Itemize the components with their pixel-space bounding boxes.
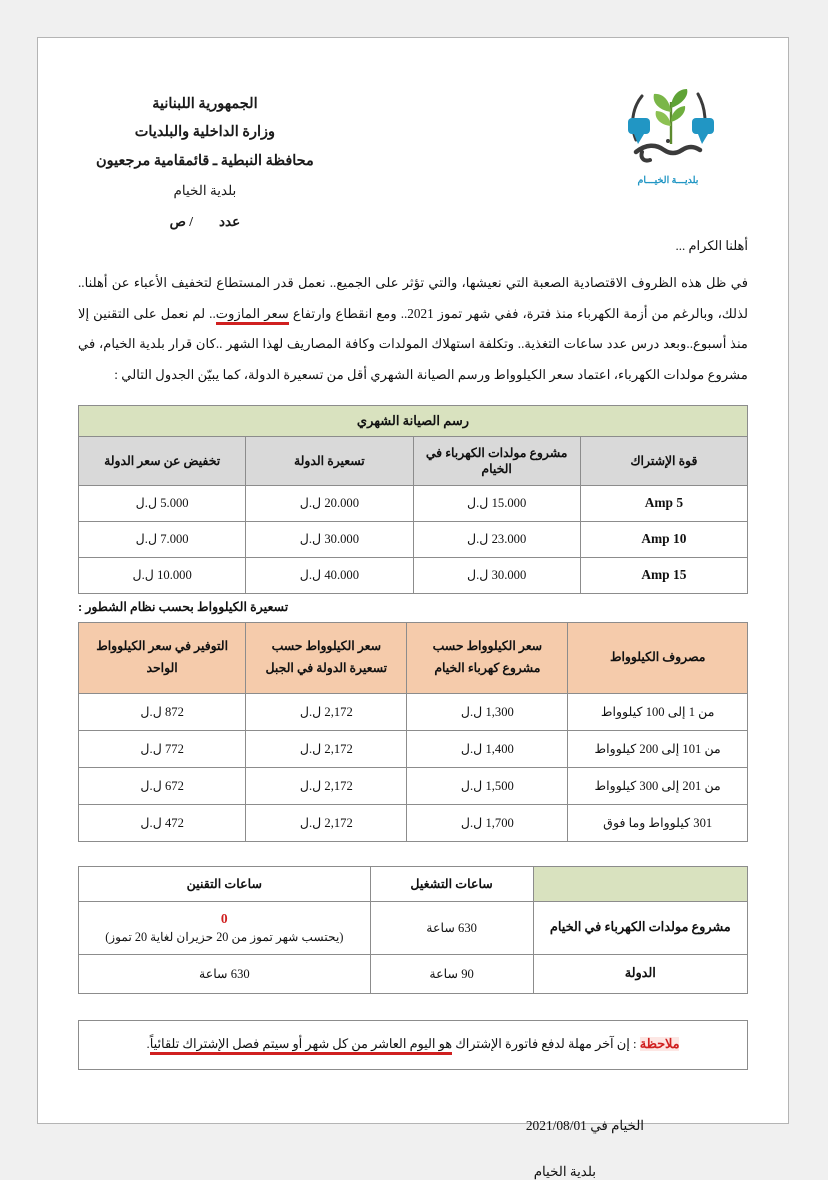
- table2-cell-consumption: 301 كيلوواط وما فوق: [568, 804, 748, 841]
- table3-header-rationing: ساعات التقنين: [79, 866, 371, 901]
- paragraph-segment-2: .. لم نعمل على التقنين إلا منذ أسبوع..وبعد درس عدد ساعات التغذية.. وتكلفة استهلاك المولدات وكافة المصاريف لهذا الشهر ..كان قرار بلدية الخيام، في مشروع مولدات الكهرباء، اعتماد سعر الكيلوواط ورسم الصيانة الشهري أقل من تسعيرة الدولة، كما يبيّن الجدول التالي :: [78, 305, 748, 382]
- table1-header-discount: تخفيض عن سعر الدولة: [79, 436, 246, 485]
- logo-graphic: [612, 82, 730, 174]
- table1-header-row: [79, 436, 748, 485]
- table-row: [79, 485, 748, 521]
- table2-cell-consumption: من 101 إلى 200 كيلوواط: [568, 730, 748, 767]
- table1-cell-amp: 10 Amp: [580, 521, 747, 557]
- table-row: [79, 730, 748, 767]
- table3-label-project: مشروع مولدات الكهرباء في الخيام: [533, 901, 747, 954]
- table1-cell-discount: 10.000 ل.ل: [79, 557, 246, 593]
- table-row: [79, 521, 748, 557]
- table3-header-empty: [533, 866, 747, 901]
- paragraph-underlined-term: سعر المازوت: [216, 306, 289, 325]
- rationing-zero-value: 0: [220, 910, 228, 926]
- header-reference-line: [96, 206, 314, 238]
- table1-cell-state: 30.000 ل.ل: [246, 521, 413, 557]
- table1-cell-project: 30.000 ل.ل: [413, 557, 580, 593]
- operating-rationing-hours-table: [78, 866, 748, 994]
- note-text-before: إن آخر مهلة لدفع فاتورة الإشتراك: [452, 1036, 630, 1051]
- header-ministry-line: وزارة الداخلية والبلديات: [134, 124, 276, 141]
- table2-header-consumption: مصروف الكيلوواط: [568, 622, 748, 693]
- table1-cell-amp: 5 Amp: [580, 485, 747, 521]
- municipality-logo: [612, 82, 730, 186]
- document-page: [37, 37, 789, 1179]
- letter-body: [78, 232, 748, 391]
- table3-operating-state: 90 ساعة: [370, 954, 533, 993]
- reference-value: / ص: [169, 213, 194, 229]
- monthly-maintenance-fee-table: [78, 405, 748, 594]
- table3-rationing-state: 630 ساعة: [79, 954, 371, 993]
- table3-label-state: الدولة: [533, 954, 747, 993]
- table2-cell-saving: 772 ل.ل: [79, 730, 246, 767]
- table2-header-saving: التوفير في سعر الكيلوواط الواحد: [79, 622, 246, 693]
- table2-cell-consumption: من 201 إلى 300 كيلوواط: [568, 767, 748, 804]
- header-republic-line: الجمهورية اللبنانية: [152, 96, 258, 112]
- table2-cell-state-price: 2,172 ل.ل: [246, 693, 407, 730]
- table2-cell-state-price: 2,172 ل.ل: [246, 730, 407, 767]
- table1-cell-discount: 7.000 ل.ل: [79, 521, 246, 557]
- document-footer: [78, 1118, 748, 1180]
- table3-header-operating: ساعات التشغيل: [370, 866, 533, 901]
- table1-header-subscription: قوة الإشتراك: [580, 436, 747, 485]
- footer-date: الخيام في 2021/08/01: [525, 1117, 644, 1133]
- table-row: [79, 954, 748, 993]
- table-row: [79, 804, 748, 841]
- note-text-underlined: هو اليوم العاشر من كل شهر أو سيتم فصل الإشتراك تلقائياً: [150, 1037, 452, 1055]
- note-box: [78, 1020, 748, 1070]
- rationing-note: (يحتسب شهر تموز من 20 حزيران لغاية 20 تموز): [105, 929, 344, 944]
- kilowatt-tier-caption: تسعيرة الكيلوواط بحسب نظام الشطور :: [78, 599, 289, 614]
- table1-cell-discount: 5.000 ل.ل: [79, 485, 246, 521]
- table1-header-project: مشروع مولدات الكهرباء في الخيام: [413, 436, 580, 485]
- table2-cell-saving: 472 ل.ل: [79, 804, 246, 841]
- table2-cell-project-price: 1,400 ل.ل: [407, 730, 568, 767]
- table2-cell-saving: 672 ل.ل: [79, 767, 246, 804]
- note-separator: :: [629, 1036, 640, 1051]
- table1-title: رسم الصيانة الشهري: [79, 405, 748, 436]
- table1-title-row: [79, 405, 748, 436]
- table2-cell-project-price: 1,700 ل.ل: [407, 804, 568, 841]
- table-row: [79, 901, 748, 954]
- header-governorate-line: محافظة النبطية ـ قائمقامية مرجعيون: [96, 152, 314, 169]
- header-municipality-line: بلدية الخيام: [173, 182, 237, 198]
- table1-cell-project: 23.000 ل.ل: [413, 521, 580, 557]
- table2-cell-consumption: من 1 إلى 100 كيلوواط: [568, 693, 748, 730]
- page-content: [38, 38, 788, 1179]
- table1-header-state: تسعيرة الدولة: [246, 436, 413, 485]
- table2-cell-state-price: 2,172 ل.ل: [246, 767, 407, 804]
- note-label: ملاحظة: [639, 1036, 680, 1051]
- table2-header-row: [79, 622, 748, 693]
- table3-rationing-project: [79, 901, 371, 954]
- letter-paragraph: [78, 268, 748, 391]
- document-header: [78, 64, 748, 232]
- table2-header-project-price: سعر الكيلوواط حسب مشروع كهرباء الخيام: [407, 622, 568, 693]
- table1-cell-state: 40.000 ل.ل: [246, 557, 413, 593]
- table2-cell-state-price: 2,172 ل.ل: [246, 804, 407, 841]
- table3-header-row: [79, 866, 748, 901]
- table-row: [79, 693, 748, 730]
- header-authority-block: [78, 64, 314, 238]
- table1-cell-amp: 15 Amp: [580, 557, 747, 593]
- letter-greeting: أهلنا الكرام ...: [675, 238, 748, 253]
- note-text-after: .: [146, 1036, 150, 1051]
- logo-caption: بلديـــة الخيـــام: [637, 176, 699, 186]
- table3-operating-project: 630 ساعة: [370, 901, 533, 954]
- table2-cell-project-price: 1,500 ل.ل: [407, 767, 568, 804]
- table-row: [79, 557, 748, 593]
- table1-cell-project: 15.000 ل.ل: [413, 485, 580, 521]
- table2-cell-project-price: 1,300 ل.ل: [407, 693, 568, 730]
- footer-signature: بلدية الخيام: [533, 1163, 596, 1179]
- paragraph-segment-1: في ظل هذه الظروف الاقتصادية الصعبة التي نعيشها، والتي تؤثر على الجميع.. نعمل قدر المستطاع لتخفيف الأعباء عن أهلنا.. لذلك، وبالرغم من أزمة الكهرباء منذ فترة، ففي شهر تموز 2021.. ومع انقطاع وارتفاع: [78, 275, 748, 321]
- table2-cell-saving: 872 ل.ل: [79, 693, 246, 730]
- table-row: [79, 767, 748, 804]
- table2-header-state-price: سعر الكيلوواط حسب تسعيرة الدولة في الجبل: [246, 622, 407, 693]
- table1-cell-state: 20.000 ل.ل: [246, 485, 413, 521]
- kilowatt-tier-pricing-table: [78, 622, 748, 842]
- reference-label: عدد: [219, 213, 241, 229]
